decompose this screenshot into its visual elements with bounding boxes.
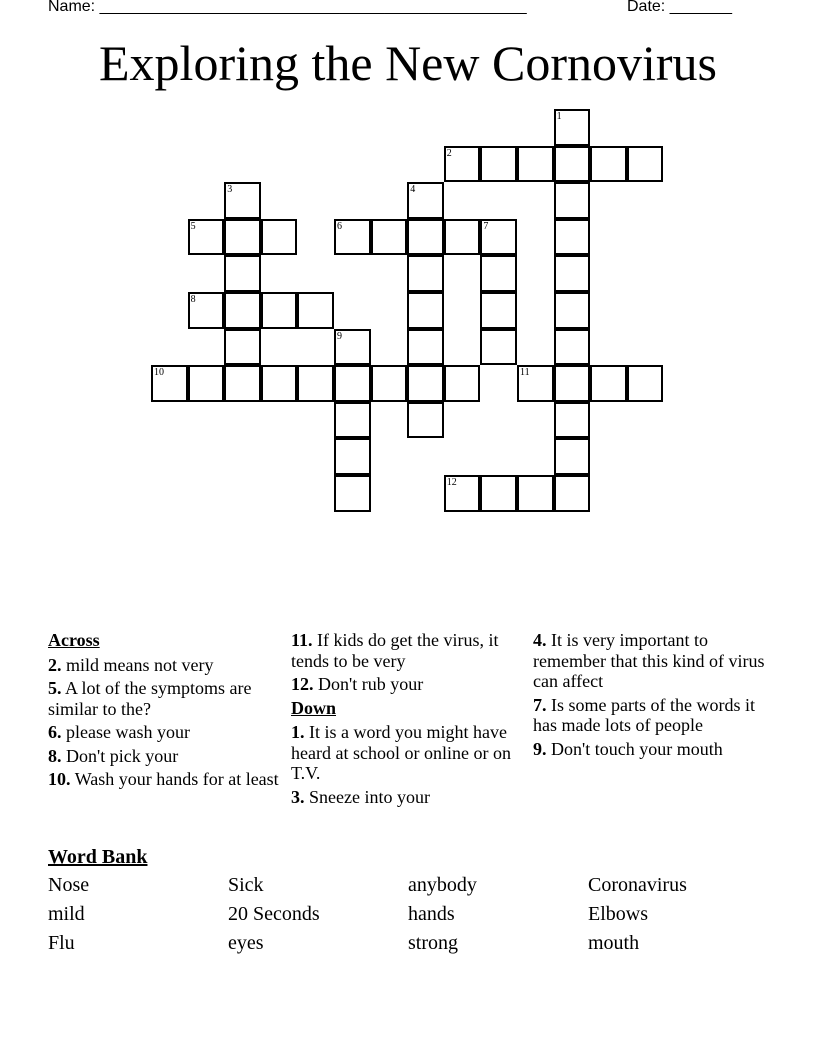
- grid-cell[interactable]: [554, 109, 591, 146]
- grid-cell[interactable]: [554, 146, 591, 183]
- grid-cell[interactable]: [444, 475, 481, 512]
- grid-cell[interactable]: [480, 255, 517, 292]
- clue-number: 8: [190, 294, 196, 305]
- grid-cell[interactable]: [261, 365, 298, 402]
- word-bank-item: eyes: [228, 932, 264, 954]
- grid-cell[interactable]: [151, 365, 188, 402]
- grid-cell[interactable]: [224, 292, 261, 329]
- grid-cell[interactable]: [480, 329, 517, 366]
- clue-down-4: 4. It is very important to remember that this kind of virus can affect: [533, 630, 765, 691]
- word-bank-item: mouth: [588, 932, 640, 954]
- grid-cell[interactable]: [334, 365, 371, 402]
- grid-cell[interactable]: [334, 329, 371, 366]
- clue-number: 7: [483, 220, 489, 232]
- grid-cell[interactable]: [371, 365, 408, 402]
- grid-cell[interactable]: [407, 255, 444, 292]
- clues-column-3: [533, 630, 765, 762]
- word-bank-item: anybody: [408, 874, 477, 896]
- clue-down-7: 7. Is some parts of the words it has made lots of people: [533, 694, 755, 735]
- name-field-label: Name: ________________________________________________: [48, 0, 527, 15]
- clue-down-1: 1. It is a word you might have heard at school or online or on T.V.: [291, 722, 511, 783]
- grid-cell[interactable]: [627, 146, 664, 183]
- clue-down-9: 9. Don't touch your mouth: [533, 738, 723, 759]
- grid-cell[interactable]: [444, 365, 481, 402]
- grid-cell[interactable]: [261, 292, 298, 329]
- clues-column-2: [291, 630, 523, 810]
- grid-cell[interactable]: [188, 292, 225, 329]
- clue-number: 1: [556, 111, 562, 122]
- grid-cell[interactable]: [444, 146, 481, 183]
- grid-cell[interactable]: [188, 365, 225, 402]
- clue-across-5: 5. A lot of the symptoms are similar to the?: [48, 678, 252, 719]
- word-bank-item: mild: [48, 903, 85, 925]
- grid-cell[interactable]: [334, 402, 371, 439]
- grid-cell[interactable]: [297, 292, 334, 329]
- clue-number: 10: [154, 367, 164, 379]
- grid-cell[interactable]: [554, 402, 591, 439]
- grid-cell[interactable]: [224, 182, 261, 219]
- clue-number: 2: [446, 147, 452, 159]
- grid-cell[interactable]: [371, 219, 408, 256]
- word-bank-item: Flu: [48, 932, 75, 954]
- grid-cell[interactable]: [407, 219, 444, 256]
- word-bank-item: Elbows: [588, 903, 648, 925]
- grid-cell[interactable]: [590, 146, 627, 183]
- grid-cell[interactable]: [480, 146, 517, 183]
- page-title: Exploring the New Cornovirus: [99, 35, 717, 91]
- grid-cell[interactable]: [554, 292, 591, 329]
- grid-cell[interactable]: [517, 146, 554, 183]
- grid-cell[interactable]: [188, 219, 225, 256]
- clue-number: 4: [410, 184, 416, 196]
- grid-cell[interactable]: [627, 365, 664, 402]
- grid-cell[interactable]: [224, 255, 261, 292]
- grid-cell[interactable]: [297, 365, 334, 402]
- grid-cell[interactable]: [480, 475, 517, 512]
- clue-across-10: 10. Wash your hands for at least: [48, 769, 279, 789]
- clue-across-12: 12. Don't rub your: [291, 674, 424, 694]
- clue-across-6: 6. please wash your: [48, 722, 190, 742]
- clue-across-11: 11. If kids do get the virus, it tends to be very: [291, 630, 499, 671]
- grid-cell[interactable]: [224, 365, 261, 402]
- clue-number: 12: [446, 477, 457, 488]
- grid-cell[interactable]: [554, 438, 591, 475]
- clue-across-8: 8. Don't pick your: [48, 745, 179, 766]
- date-field-label: Date: _______: [627, 0, 732, 15]
- grid-cell[interactable]: [517, 475, 554, 512]
- grid-cell[interactable]: [334, 219, 371, 256]
- clue-number: 6: [337, 220, 342, 232]
- grid-cell[interactable]: [224, 329, 261, 366]
- grid-cell[interactable]: [554, 182, 591, 219]
- clue-number: 9: [337, 330, 342, 342]
- word-bank-item: Nose: [48, 874, 90, 896]
- grid-cell[interactable]: [407, 329, 444, 366]
- down-heading: Down: [291, 697, 337, 718]
- grid-cell[interactable]: [407, 365, 444, 402]
- across-heading: Across: [48, 630, 100, 650]
- clue-number: 11: [520, 367, 530, 379]
- grid-cell[interactable]: [554, 365, 591, 402]
- clue-down-3: 3. Sneeze into your: [291, 786, 430, 807]
- grid-cell[interactable]: [554, 329, 591, 366]
- grid-cell[interactable]: [261, 219, 298, 256]
- grid-cell[interactable]: [334, 475, 371, 512]
- word-bank-item: strong: [408, 932, 458, 954]
- word-bank-item: Coronavirus: [588, 874, 687, 896]
- grid-cell[interactable]: [590, 365, 627, 402]
- grid-cell[interactable]: [224, 219, 261, 256]
- word-bank-item: hands: [408, 903, 455, 925]
- word-bank-heading: Word Bank: [48, 846, 148, 868]
- grid-cell[interactable]: [480, 292, 517, 329]
- clues-column-1: [48, 630, 280, 793]
- word-bank-item: 20 Seconds: [228, 903, 320, 925]
- grid-cell[interactable]: [334, 438, 371, 475]
- word-bank-item: Sick: [228, 874, 264, 896]
- grid-cell[interactable]: [554, 255, 591, 292]
- grid-cell[interactable]: [554, 475, 591, 512]
- clue-number: 3: [227, 184, 233, 196]
- grid-cell[interactable]: [517, 365, 554, 402]
- grid-cell[interactable]: [444, 219, 481, 256]
- grid-cell[interactable]: [407, 292, 444, 329]
- clue-number: 5: [190, 220, 196, 232]
- grid-cell[interactable]: [407, 402, 444, 439]
- grid-cell[interactable]: [407, 182, 444, 219]
- grid-cell[interactable]: [480, 219, 517, 256]
- grid-cell[interactable]: [554, 219, 591, 256]
- clue-across-2: 2. mild means not very: [48, 654, 214, 675]
